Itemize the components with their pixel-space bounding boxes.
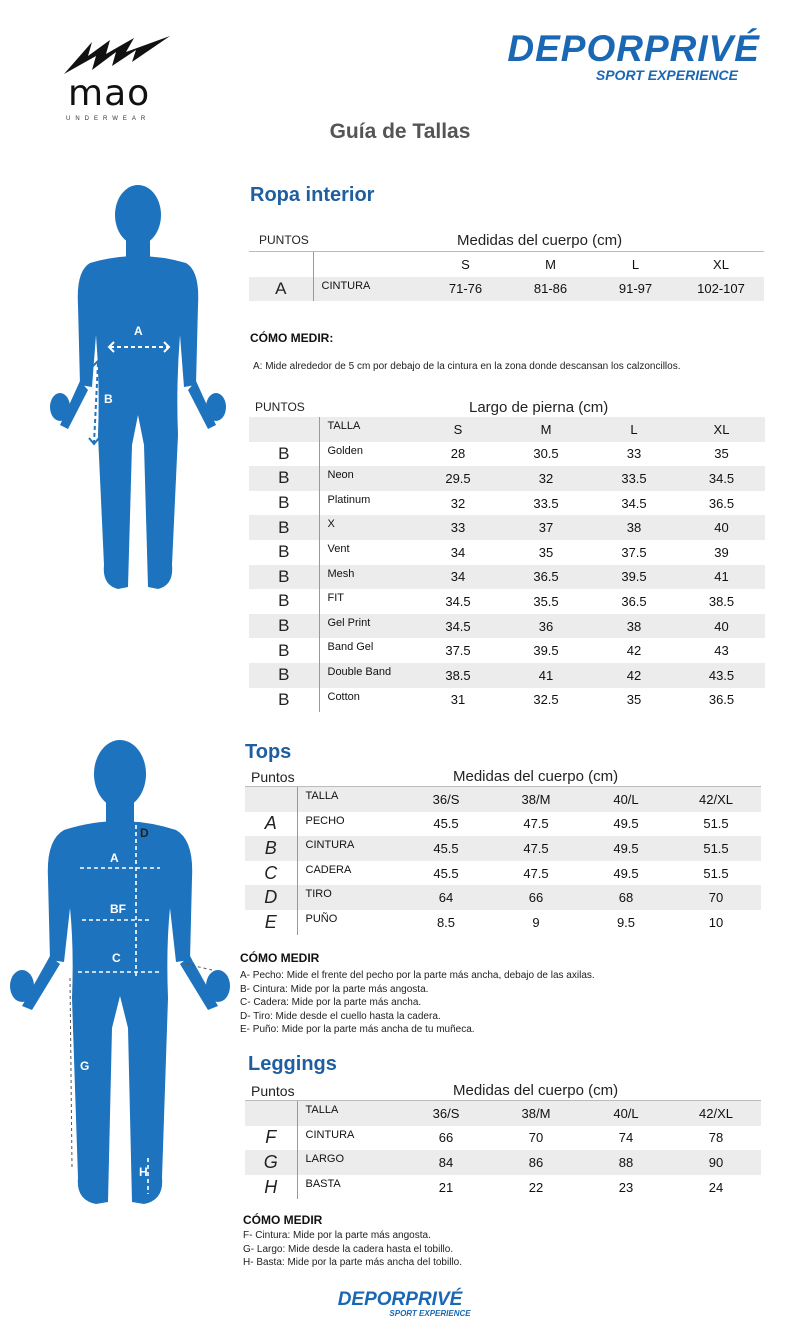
mao-logo	[62, 36, 174, 120]
table-cell: 38.5	[414, 663, 502, 688]
size-header: 38/M	[491, 787, 581, 812]
table-cell: 40	[678, 515, 765, 540]
size-header: L	[631, 256, 640, 272]
table-cell: LARGO	[297, 1150, 401, 1175]
table-cell: CADERA	[305, 863, 352, 876]
table-cell: 66	[491, 885, 581, 910]
underwear-waist-table	[249, 230, 764, 301]
table-cell: 36	[502, 614, 590, 639]
table-cell: 33	[414, 515, 502, 540]
table-cell: 10	[708, 914, 724, 930]
figure-label-g: G	[80, 1059, 90, 1073]
table-row	[249, 277, 764, 302]
table-cell: 74	[618, 1130, 634, 1146]
table-cell: G	[245, 1150, 297, 1175]
figure-label-bf: BF	[110, 902, 126, 916]
table-cell: 43.5	[678, 663, 765, 688]
size-header: 38/M	[491, 1101, 581, 1126]
size-header: S	[461, 256, 470, 272]
table-cell: 88	[581, 1150, 671, 1175]
table-row	[249, 491, 765, 516]
leggings-how-line: F- Cintura: Mide por la parte más angosta.	[243, 1230, 431, 1241]
table-row	[249, 688, 765, 713]
table-row	[249, 442, 765, 467]
table-cell: 37	[502, 515, 590, 540]
table-cell: 71-76	[423, 277, 508, 302]
size-header: 42/XL	[671, 1101, 761, 1126]
tops-table	[245, 767, 761, 935]
table-cell: Neon	[319, 466, 414, 491]
table-cell: 49.5	[613, 816, 639, 832]
table-cell: B	[249, 688, 319, 713]
table-cell: A	[249, 277, 313, 302]
table-cell: FIT	[327, 592, 344, 605]
table-cell: 66	[438, 1130, 454, 1146]
table-cell: 35	[714, 446, 729, 462]
table-cell: 22	[528, 1179, 544, 1195]
underwear-body-figure	[38, 185, 238, 595]
table-cell: Platinum	[327, 493, 371, 506]
tops-how-line: E- Puño: Mide por la parte más ancha de tu muñeca.	[240, 1024, 475, 1035]
points-header: PUNTOS	[255, 400, 305, 414]
leggings-how-line: G- Largo: Mide desde la cadera hasta el tobillo.	[243, 1243, 454, 1255]
table-cell: B	[249, 565, 319, 590]
points-header: Puntos	[251, 769, 295, 785]
table-cell: B	[249, 540, 319, 565]
table-cell: 68	[581, 885, 671, 910]
table-cell: 36.5	[502, 565, 590, 590]
table-cell: B	[249, 614, 319, 639]
table-cell: CINTURA	[297, 836, 401, 861]
table-cell: 35.5	[533, 593, 559, 609]
table-cell: 9	[532, 914, 540, 930]
table-cell: 34	[414, 565, 502, 590]
table-row	[249, 638, 765, 663]
figure-label-c: C	[112, 951, 121, 965]
tops-section-title: Tops	[245, 741, 292, 763]
deporprive-tagline: SPORT EXPERIENCE	[595, 67, 738, 83]
leggings-table	[245, 1081, 761, 1199]
table-row	[245, 836, 761, 861]
table-cell: B	[249, 491, 319, 516]
mao-subtitle: UNDERWEAR	[66, 116, 151, 122]
table-cell: 36.5	[621, 593, 647, 609]
size-header: 36/S	[401, 787, 491, 812]
table-cell: Gel Print	[319, 614, 414, 639]
table-cell: 45.5	[401, 836, 491, 861]
table-caption: Medidas del cuerpo (cm)	[453, 1082, 619, 1099]
table-cell: H	[245, 1175, 297, 1200]
table-cell: 37.5	[621, 544, 647, 560]
size-header: 40/L	[581, 787, 671, 812]
table-cell: 40	[678, 614, 765, 639]
table-cell: B	[249, 638, 319, 663]
table-row	[249, 614, 765, 639]
footer-wordmark: DEPORPRIVÉ	[337, 1289, 463, 1310]
table-cell: 51.5	[671, 836, 761, 861]
table-cell: 32.5	[533, 692, 559, 708]
tops-how-title: CÓMO MEDIR	[240, 951, 320, 965]
table-cell: B	[249, 589, 319, 614]
table-cell: C	[245, 861, 297, 886]
table-cell: B	[249, 515, 319, 540]
table-cell: 30.5	[533, 446, 559, 462]
table-cell: D	[245, 885, 297, 910]
table-row	[245, 812, 761, 837]
table-cell: 38	[590, 515, 678, 540]
table-cell: Band Gel	[327, 641, 374, 654]
table-row	[249, 515, 765, 540]
tops-how-line: D- Tiro: Mide desde el cuello hasta la cadera.	[240, 1010, 441, 1022]
table-row	[245, 885, 761, 910]
table-caption: Medidas del cuerpo (cm)	[457, 232, 623, 249]
table-cell: 64	[401, 885, 491, 910]
figure-label-h: H	[139, 1165, 148, 1179]
table-cell: CINTURA	[313, 277, 423, 302]
table-cell: 9.5	[616, 914, 636, 930]
table-row	[249, 565, 765, 590]
table-cell: Double Band	[319, 663, 414, 688]
underwear-section-title: Ropa interior	[250, 184, 375, 206]
table-cell: 102-107	[678, 277, 764, 302]
table-row	[245, 1175, 761, 1200]
table-cell: 51.5	[703, 865, 729, 881]
table-cell: 34.5	[678, 466, 765, 491]
table-cell: 49.5	[581, 836, 671, 861]
size-header: M	[545, 256, 556, 272]
table-cell: 35	[538, 544, 554, 560]
table-row	[249, 466, 765, 491]
table-cell: 33	[626, 446, 642, 462]
table-cell: PECHO	[305, 814, 345, 827]
table-cell: 41	[502, 663, 590, 688]
table-cell: Vent	[327, 542, 350, 555]
figure-label-e: E	[192, 951, 201, 965]
table-caption: Medidas del cuerpo (cm)	[453, 768, 619, 785]
table-cell: 90	[671, 1150, 761, 1175]
how-to-measure-text: A: Mide alrededor de 5 cm por debajo de la cintura en la zona donde descansan los calzoncillos.	[253, 361, 681, 372]
figure-label-d: D	[140, 826, 149, 840]
leggings-section-title: Leggings	[248, 1053, 337, 1075]
mao-wordmark: mao	[68, 73, 151, 114]
size-label: TALLA	[297, 1101, 401, 1126]
table-row	[245, 1150, 761, 1175]
table-cell: Cotton	[327, 690, 360, 703]
table-row	[245, 861, 761, 886]
table-cell: 38.5	[708, 593, 735, 609]
table-cell: 36.5	[708, 692, 735, 708]
table-cell: PUÑO	[305, 912, 338, 925]
table-cell: 38	[590, 614, 678, 639]
size-header: S	[414, 417, 502, 442]
leggings-how-line: H- Basta: Mide por la parte más ancha del tobillo.	[243, 1257, 462, 1268]
leggings-how-title: CÓMO MEDIR	[243, 1213, 323, 1227]
size-label: TALLA	[319, 417, 414, 442]
tops-how-line: C- Cadera: Mide por la parte más ancha.	[240, 997, 422, 1008]
table-cell: 41	[678, 565, 765, 590]
table-cell: 34.5	[445, 593, 471, 609]
mao-wing-icon	[62, 36, 174, 76]
figure-label-a: A	[110, 851, 119, 865]
leggings-how-list	[243, 1229, 462, 1270]
table-cell: B	[249, 466, 319, 491]
table-cell: 31	[450, 692, 466, 708]
table-cell: 47.5	[491, 836, 581, 861]
underwear-leg-table	[249, 397, 765, 712]
table-cell: 8.5	[436, 914, 456, 930]
tops-how-line: A- Pecho: Mide el frente del pecho por la parte más ancha, debajo de las axilas.	[240, 970, 595, 981]
table-cell: 24	[708, 1179, 724, 1195]
points-header: Puntos	[251, 1083, 295, 1099]
table-cell: 34.5	[414, 614, 502, 639]
how-to-measure-title: CÓMO MEDIR:	[250, 331, 334, 345]
table-cell: A	[245, 812, 297, 837]
table-row	[249, 589, 765, 614]
table-cell: 39.5	[590, 565, 678, 590]
table-cell: 49.5	[613, 865, 639, 881]
table-row	[249, 540, 765, 565]
table-cell: 47.5	[523, 865, 549, 881]
table-cell: 81-86	[508, 277, 593, 302]
table-cell: 42	[626, 643, 642, 659]
deporprive-wordmark: DEPORPRIVÉ	[507, 28, 760, 69]
table-cell: 45.5	[433, 865, 459, 881]
table-cell: 32	[450, 495, 466, 511]
size-header: M	[502, 417, 590, 442]
table-cell: 34.5	[621, 495, 647, 511]
table-cell: Mesh	[319, 565, 414, 590]
table-row	[245, 910, 761, 935]
size-header: 36/S	[401, 1101, 491, 1126]
table-cell: B	[249, 442, 319, 467]
tops-how-line: B- Cintura: Mide por la parte más angosta.	[240, 983, 429, 995]
table-cell: 37.5	[445, 643, 471, 659]
table-cell: 29.5	[414, 466, 502, 491]
table-cell: X	[319, 515, 414, 540]
table-cell: 47.5	[523, 816, 549, 832]
table-cell: 51.5	[703, 816, 729, 832]
table-cell: 32	[502, 466, 590, 491]
footer-deporprive-logo	[0, 1290, 800, 1318]
size-label: TALLA	[297, 787, 401, 812]
table-row	[245, 1126, 761, 1151]
tops-body-figure	[0, 738, 240, 1210]
size-header: L	[590, 417, 678, 442]
table-cell: 39.5	[533, 643, 559, 659]
size-header: XL	[713, 256, 729, 272]
table-cell: TIRO	[297, 885, 401, 910]
table-cell: Golden	[327, 444, 363, 457]
table-row	[249, 663, 765, 688]
table-cell: BASTA	[305, 1177, 341, 1190]
table-cell: 86	[491, 1150, 581, 1175]
table-cell: 39	[714, 544, 729, 560]
table-cell: 91-97	[593, 277, 678, 302]
figure-label-b: B	[104, 392, 113, 406]
deporprive-logo	[460, 30, 760, 100]
table-cell: 33.5	[533, 495, 559, 511]
table-cell: 78	[708, 1130, 724, 1146]
table-cell: 28	[450, 446, 466, 462]
table-cell: 70	[528, 1130, 544, 1146]
table-cell: 84	[401, 1150, 491, 1175]
table-cell: 23	[618, 1179, 634, 1195]
table-cell: 36.5	[708, 495, 735, 511]
table-cell: 42	[590, 663, 678, 688]
table-cell: 33.5	[590, 466, 678, 491]
size-header: XL	[678, 417, 765, 442]
footer-tagline: SPORT EXPERIENCE	[389, 1309, 471, 1318]
table-cell: F	[245, 1126, 297, 1151]
size-header: 42/XL	[671, 787, 761, 812]
points-header: PUNTOS	[259, 233, 309, 247]
table-cell: 43	[714, 643, 729, 659]
table-cell: E	[245, 910, 297, 935]
table-caption: Largo de pierna (cm)	[469, 399, 609, 416]
table-cell: 34	[450, 544, 466, 560]
size-header: 40/L	[581, 1101, 671, 1126]
table-cell: CINTURA	[305, 1128, 355, 1141]
table-cell: 21	[438, 1179, 454, 1195]
tops-how-list	[240, 969, 595, 1037]
table-cell: 70	[671, 885, 761, 910]
table-cell: B	[249, 663, 319, 688]
figure-label-a: A	[134, 324, 143, 338]
table-cell: 35	[626, 692, 642, 708]
table-cell: B	[245, 836, 297, 861]
table-cell: 45.5	[433, 816, 459, 832]
page-title: Guía de Tallas	[329, 120, 471, 143]
